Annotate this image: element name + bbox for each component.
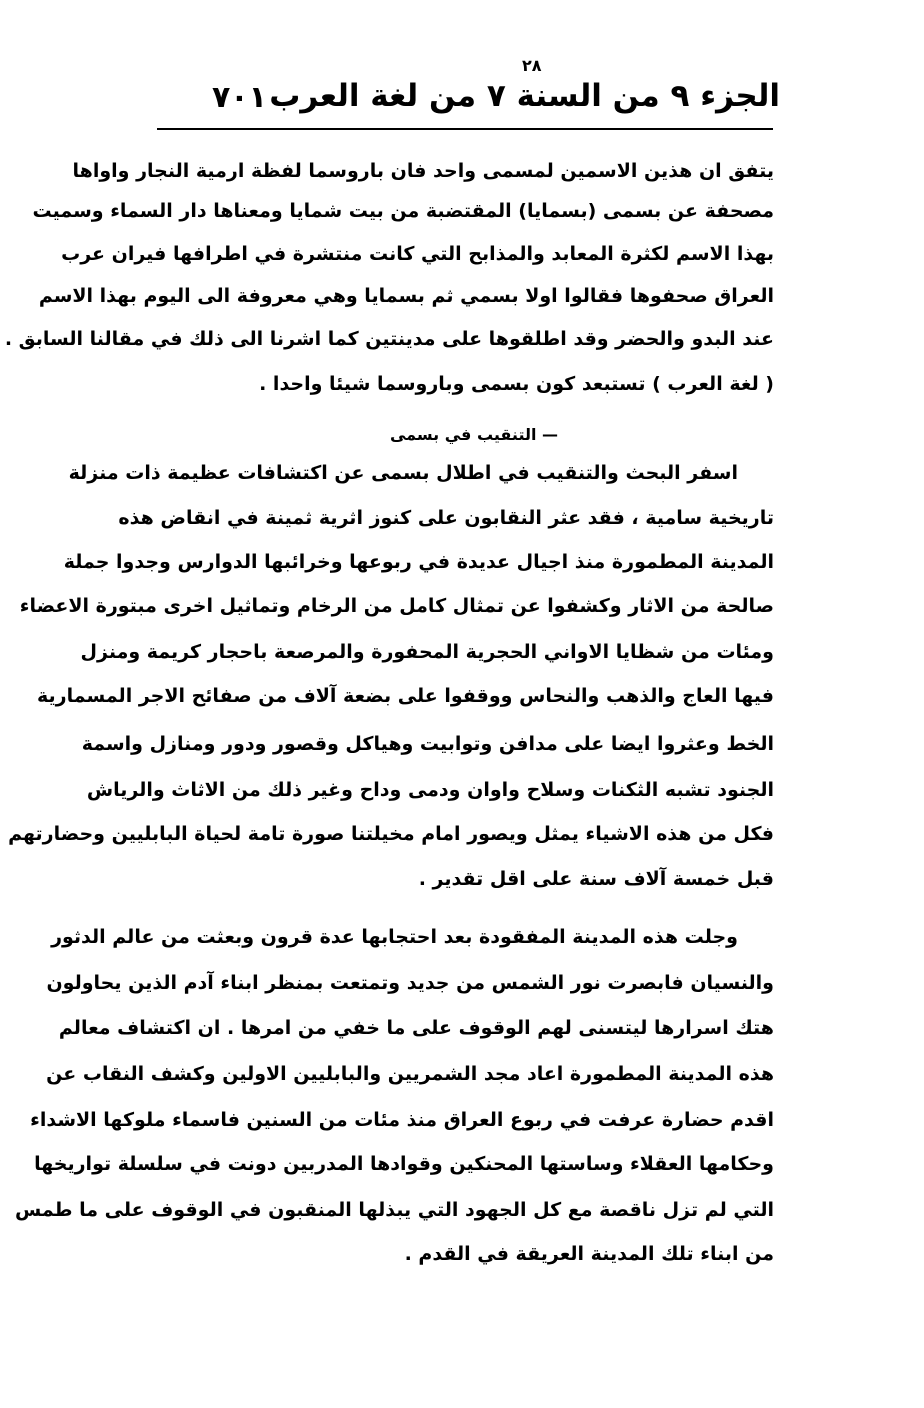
text-line: الخط وعثروا ايضا على مدافن وتوابيت وهياكل وقصور ودور ومنازل واسمة bbox=[81, 733, 774, 755]
text-line: الجنود تشبه الثكنات وسلاح واوان ودمى وداح وغير ذلك من الاثاث والرياش bbox=[86, 779, 774, 801]
text-line: التي لم تزل ناقصة مع كل الجهود التي يبذلها المنقبون في الوقوف على ما طمس bbox=[15, 1199, 774, 1221]
text-line: اسفر البحث والتنقيب في اطلال بسمى عن اكتشافات عظيمة ذات منزلة bbox=[68, 462, 738, 484]
text-line: مصحفة عن بسمى (بسمايا) المقتضبة من بيت شمايا ومعناها دار السماء وسميت bbox=[32, 200, 774, 222]
text-line: يتفق ان هذين الاسمين لمسمى واحد فان باروسما لفظة ارمية النجار واواها bbox=[72, 160, 774, 182]
text-line: فيها العاج والذهب والنحاس ووقفوا على بضعة آلاف من صفائح الاجر المسمارية bbox=[37, 685, 774, 707]
text-line: قبل خمسة آلاف سنة على اقل تقدير . bbox=[418, 868, 774, 890]
text-line: هذه المدينة المطمورة اعاد مجد الشمريين والبابليين الاولين وكشف النقاب عن bbox=[46, 1063, 774, 1085]
text-line: تاريخية سامية ، فقد عثر النقابون على كنوز اثرية ثمينة في انقاض هذه bbox=[118, 507, 774, 529]
text-line: صالحة من الاثار وكشفوا عن تمثال كامل من الرخام وتماثيل اخرى مبتورة الاعضاء bbox=[19, 595, 774, 617]
header-rule bbox=[157, 128, 773, 130]
page-number: ٧٠١ bbox=[212, 80, 267, 115]
editor-note: ( لغة العرب ) تستبعد كون بسمى وباروسما شيئا واحدا . bbox=[259, 373, 774, 395]
text-line: من ابناء تلك المدينة العريقة في القدم . bbox=[404, 1243, 774, 1265]
text-line: وحكامها العقلاء وساستها المحنكين وقوادها المدربين دونت في سلسلة تواريخها bbox=[34, 1153, 774, 1175]
text-line: فكل من هذه الاشياء يمثل ويصور امام مخيلتنا صورة تامة لحياة البابليين وحضارتهم bbox=[8, 823, 774, 845]
text-line: ومئات من شظايا الاواني الحجرية المحفورة والمرصعة باحجار كريمة ومنزل bbox=[80, 641, 774, 663]
header-mark: ٢٨ bbox=[522, 56, 542, 75]
page-header bbox=[150, 56, 780, 124]
text-line: وجلت هذه المدينة المفقودة بعد احتجابها عدة قرون وبعثت من عالم الدثور bbox=[51, 926, 738, 948]
text-line: هتك اسرارها ليتسنى لهم الوقوف على ما خفي من امرها . ان اكتشاف معالم bbox=[58, 1017, 774, 1039]
text-line: بهذا الاسم لكثرة المعابد والمذابح التي كانت منتشرة في اطرافها فيران عرب bbox=[61, 243, 774, 265]
running-title: الجزء ٩ من السنة ٧ من لغة العرب bbox=[269, 78, 780, 114]
text-line: العراق صحفوها فقالوا اولا بسمي ثم بسمايا وهي معروفة الى اليوم بهذا الاسم bbox=[38, 285, 774, 307]
text-line: المدينة المطمورة منذ اجيال عديدة في ربوعها وخرائبها الدوارس وجدوا جملة bbox=[63, 551, 774, 573]
text-line: اقدم حضارة عرفت في ربوع العراق منذ مئات من السنين فاسماء ملوكها الاشداء bbox=[30, 1109, 774, 1131]
section-heading: — التنقيب في بسمى bbox=[389, 425, 559, 444]
text-line: عند البدو والحضر وقد اطلقوها على مدينتين كما اشرنا الى ذلك في مقالنا السابق . bbox=[4, 328, 774, 350]
text-line: والنسيان فابصرت نور الشمس من جديد وتمتعت بمنظر ابناء آدم الذين يحاولون bbox=[46, 972, 774, 994]
